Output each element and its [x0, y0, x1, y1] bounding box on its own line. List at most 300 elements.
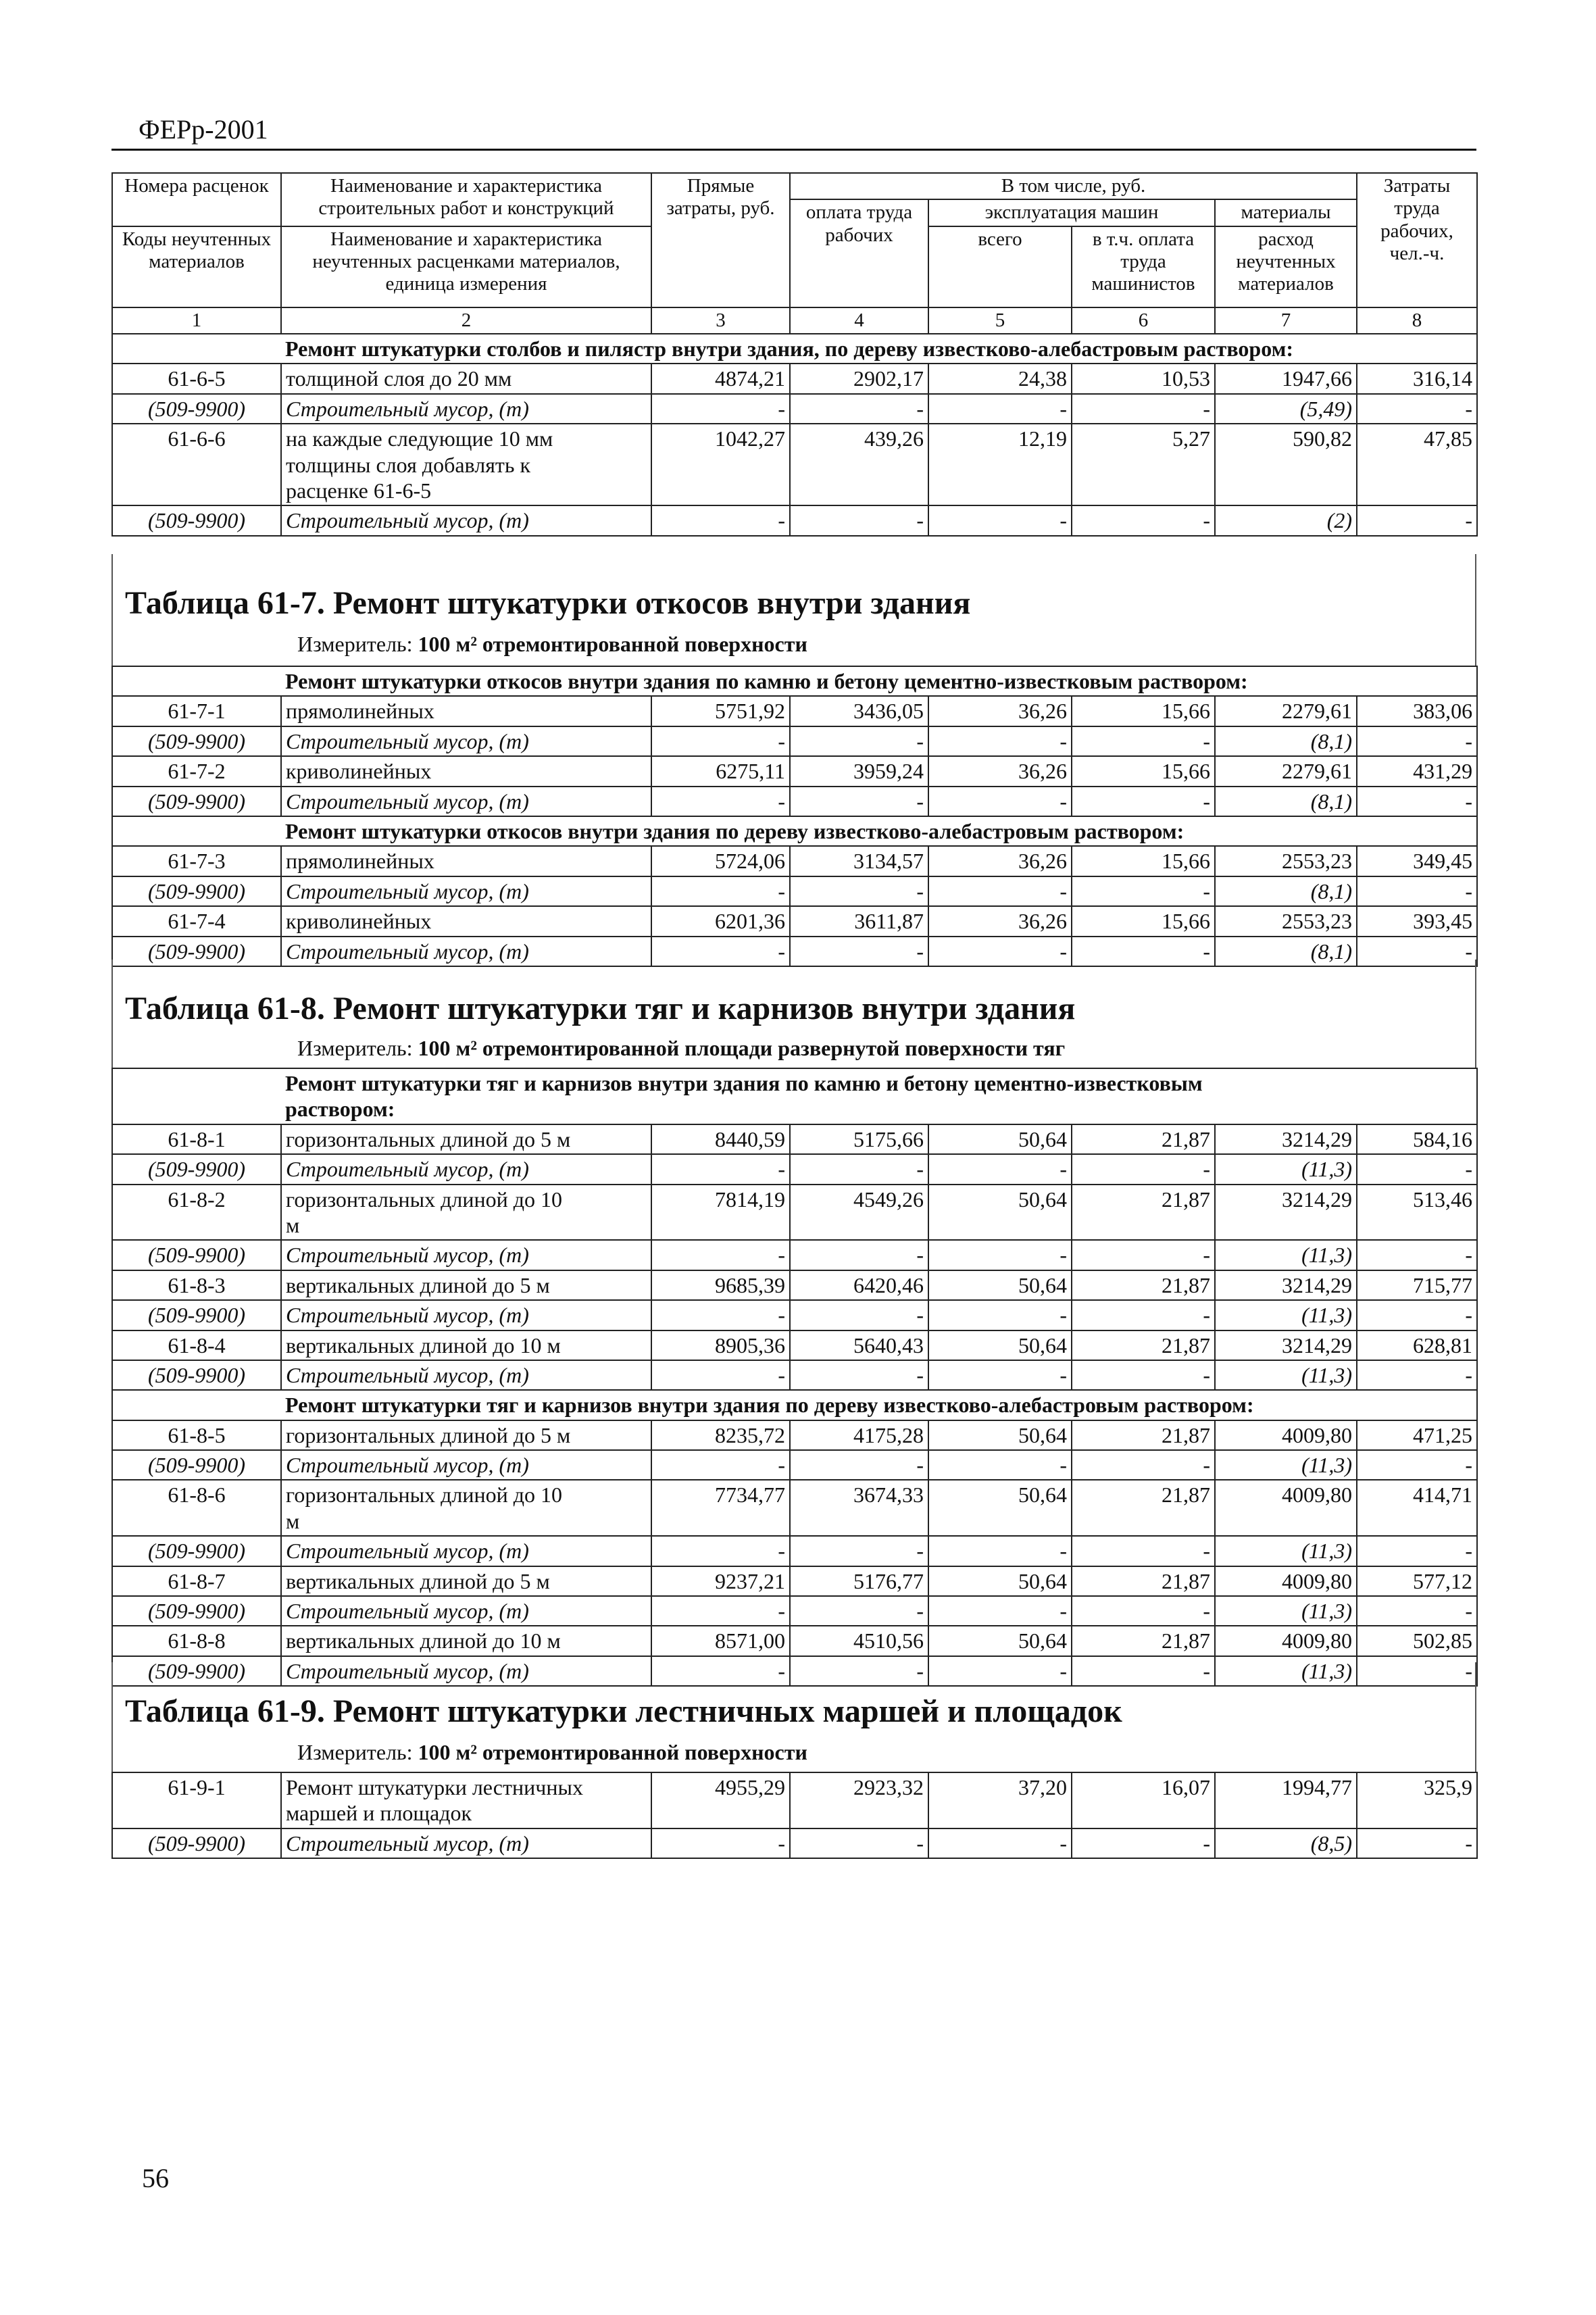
material-code: (509-9900) — [112, 876, 281, 906]
worker-pay: 4549,26 — [790, 1185, 928, 1241]
worker-pay: - — [790, 787, 928, 816]
header-unaccounted-materials: расход неучтенных материалов — [1215, 226, 1357, 307]
worker-pay: 3674,33 — [790, 1480, 928, 1536]
material-code: (509-9900) — [112, 1360, 281, 1390]
machines-total: 50,64 — [928, 1124, 1072, 1154]
frame-line-right — [1475, 1662, 1476, 1772]
section-heading: Ремонт штукатурки откосов внутри здания по дереву известково-алебастровым раствором: — [112, 816, 1477, 846]
machinist-pay: 21,87 — [1072, 1480, 1215, 1536]
frame-line-left — [111, 554, 113, 666]
rate-code: 61-8-1 — [112, 1124, 281, 1154]
frame-line-right — [1475, 554, 1476, 666]
section-heading — [112, 1068, 1477, 1124]
machines-total: - — [928, 1450, 1072, 1480]
measure-unit — [297, 1740, 807, 1765]
header-labor-hours: Затраты труда рабочих, чел.-ч. — [1357, 173, 1477, 307]
header-including-group: В том числе, руб. — [790, 173, 1357, 199]
worker-pay: 2923,32 — [790, 1772, 928, 1828]
material-code: (509-9900) — [112, 1656, 281, 1686]
worker-pay: - — [790, 1656, 928, 1686]
machinist-pay: - — [1072, 1360, 1215, 1390]
worker-pay: - — [790, 1300, 928, 1330]
table-row — [112, 394, 1477, 424]
materials-cost: (8,1) — [1215, 726, 1357, 756]
materials-cost: (11,3) — [1215, 1536, 1357, 1566]
section-heading-line: Ремонт штукатурки тяг и карнизов внутри здания по камню и бетону цементно-известковым — [285, 1071, 1203, 1095]
labor-hours: 628,81 — [1357, 1330, 1477, 1360]
direct-cost: - — [651, 505, 790, 535]
materials-cost: (11,3) — [1215, 1240, 1357, 1270]
work-name: прямолинейных — [281, 846, 651, 876]
table-row — [112, 505, 1477, 535]
material-name: Строительный мусор, (т) — [281, 1828, 651, 1858]
table-row — [112, 364, 1477, 393]
work-name: криволинейных — [281, 756, 651, 786]
material-code: (509-9900) — [112, 1536, 281, 1566]
direct-cost: 1042,27 — [651, 424, 790, 505]
rates-table-61-8 — [111, 1068, 1478, 1687]
machinist-pay: 15,66 — [1072, 906, 1215, 936]
labor-hours: - — [1357, 726, 1477, 756]
rate-code: 61-8-5 — [112, 1420, 281, 1450]
direct-cost: - — [651, 876, 790, 906]
measure-value: 100 м² отремонтированной площади развернутой поверхности тяг — [418, 1036, 1066, 1060]
direct-cost: - — [651, 1300, 790, 1330]
material-name: Строительный мусор, (т) — [281, 1450, 651, 1480]
machinist-pay: - — [1072, 1300, 1215, 1330]
col-num: 8 — [1357, 307, 1477, 334]
machines-total: 36,26 — [928, 696, 1072, 726]
materials-cost: (5,49) — [1215, 394, 1357, 424]
work-name-line: м — [286, 1212, 300, 1237]
machinist-pay: - — [1072, 937, 1215, 966]
table-row — [112, 1772, 1477, 1828]
worker-pay: - — [790, 505, 928, 535]
col-num: 5 — [928, 307, 1072, 334]
labor-hours: 715,77 — [1357, 1270, 1477, 1300]
header-direct-costs: Прямые затраты, руб. — [651, 173, 790, 307]
labor-hours: 414,71 — [1357, 1480, 1477, 1536]
material-code: (509-9900) — [112, 1154, 281, 1184]
worker-pay: - — [790, 1154, 928, 1184]
machines-total: - — [928, 1828, 1072, 1858]
direct-cost: 6275,11 — [651, 756, 790, 786]
machinist-pay: 21,87 — [1072, 1420, 1215, 1450]
material-name: Строительный мусор, (т) — [281, 1656, 651, 1686]
machinist-pay: 15,66 — [1072, 696, 1215, 726]
worker-pay: - — [790, 1450, 928, 1480]
material-code: (509-9900) — [112, 1828, 281, 1858]
labor-hours: - — [1357, 1596, 1477, 1626]
table-row — [112, 937, 1477, 966]
material-code: (509-9900) — [112, 1450, 281, 1480]
machines-total: - — [928, 394, 1072, 424]
materials-cost: (11,3) — [1215, 1450, 1357, 1480]
machinist-pay: - — [1072, 876, 1215, 906]
header-worker-pay: оплата труда рабочих — [790, 199, 928, 307]
direct-cost: 8905,36 — [651, 1330, 790, 1360]
work-name-line: расценке 61-6-5 — [286, 478, 432, 503]
labor-hours: 325,9 — [1357, 1772, 1477, 1828]
worker-pay: 6420,46 — [790, 1270, 928, 1300]
material-name: Строительный мусор, (т) — [281, 937, 651, 966]
worker-pay: 5640,43 — [790, 1330, 928, 1360]
table-row — [112, 1536, 1477, 1566]
worker-pay: 5176,77 — [790, 1566, 928, 1596]
machines-total: - — [928, 726, 1072, 756]
table-caption: Таблица 61-7. Ремонт штукатурки откосов внутри здания — [125, 585, 971, 621]
materials-cost: (8,1) — [1215, 937, 1357, 966]
materials-cost: 590,82 — [1215, 424, 1357, 505]
measure-label: Измеритель: — [297, 1036, 413, 1060]
labor-hours: 513,46 — [1357, 1185, 1477, 1241]
header-work-name: Наименование и характеристика строительных работ и конструкций — [281, 173, 651, 226]
col-num: 3 — [651, 307, 790, 334]
direct-cost: - — [651, 1828, 790, 1858]
work-name-line: горизонтальных длиной до 10 — [286, 1187, 562, 1212]
materials-cost: 1994,77 — [1215, 1772, 1357, 1828]
table-row — [112, 726, 1477, 756]
direct-cost: 7734,77 — [651, 1480, 790, 1536]
labor-hours: 431,29 — [1357, 756, 1477, 786]
materials-cost: (8,1) — [1215, 787, 1357, 816]
section-heading: Ремонт штукатурки тяг и карнизов внутри здания по дереву известково-алебастровым раствором: — [112, 1390, 1477, 1420]
material-code: (509-9900) — [112, 505, 281, 535]
document-header-title: ФЕРр-2001 — [139, 114, 268, 145]
labor-hours: 349,45 — [1357, 846, 1477, 876]
worker-pay: 3134,57 — [790, 846, 928, 876]
material-name: Строительный мусор, (т) — [281, 1536, 651, 1566]
worker-pay: 3959,24 — [790, 756, 928, 786]
machines-total: 50,64 — [928, 1626, 1072, 1656]
materials-cost: 3214,29 — [1215, 1124, 1357, 1154]
rate-code: 61-8-7 — [112, 1566, 281, 1596]
header-material-name: Наименование и характеристика неучтенных расценками материалов, единица измерения — [281, 226, 651, 307]
material-name: Строительный мусор, (т) — [281, 1300, 651, 1330]
work-name: вертикальных длиной до 10 м — [281, 1626, 651, 1656]
materials-cost: (11,3) — [1215, 1596, 1357, 1626]
col-num: 4 — [790, 307, 928, 334]
table-row — [112, 1270, 1477, 1300]
machines-total: 36,26 — [928, 906, 1072, 936]
machinist-pay: - — [1072, 1828, 1215, 1858]
table-row — [112, 1480, 1477, 1536]
machinist-pay: 21,87 — [1072, 1566, 1215, 1596]
materials-cost: (11,3) — [1215, 1154, 1357, 1184]
rate-code: 61-8-6 — [112, 1480, 281, 1536]
materials-cost: (8,1) — [1215, 876, 1357, 906]
labor-hours: - — [1357, 1450, 1477, 1480]
material-name: Строительный мусор, (т) — [281, 1240, 651, 1270]
materials-cost: (11,3) — [1215, 1656, 1357, 1686]
machines-total: - — [928, 1360, 1072, 1390]
direct-cost: 5724,06 — [651, 846, 790, 876]
table-caption: Таблица 61-9. Ремонт штукатурки лестничных маршей и площадок — [125, 1693, 1122, 1729]
material-name: Строительный мусор, (т) — [281, 876, 651, 906]
rate-code: 61-9-1 — [112, 1772, 281, 1828]
work-name-line: горизонтальных длиной до 10 — [286, 1483, 562, 1508]
table-row — [112, 1828, 1477, 1858]
materials-cost: 1947,66 — [1215, 364, 1357, 393]
work-name: горизонтальных длиной до 5 м — [281, 1124, 651, 1154]
labor-hours: 577,12 — [1357, 1566, 1477, 1596]
labor-hours: - — [1357, 787, 1477, 816]
labor-hours: - — [1357, 937, 1477, 966]
worker-pay: 3611,87 — [790, 906, 928, 936]
table-row — [112, 1450, 1477, 1480]
table-caption: Таблица 61-8. Ремонт штукатурки тяг и карнизов внутри здания — [125, 991, 1076, 1026]
direct-cost: - — [651, 1596, 790, 1626]
work-name: прямолинейных — [281, 696, 651, 726]
worker-pay: 4175,28 — [790, 1420, 928, 1450]
worker-pay: - — [790, 394, 928, 424]
direct-cost: 8440,59 — [651, 1124, 790, 1154]
table-row — [112, 1656, 1477, 1686]
materials-cost: 4009,80 — [1215, 1566, 1357, 1596]
header-materials: материалы — [1215, 199, 1357, 226]
machines-total: - — [928, 876, 1072, 906]
table-row — [112, 1420, 1477, 1450]
table-row — [112, 1154, 1477, 1184]
machines-total: 24,38 — [928, 364, 1072, 393]
machines-total: - — [928, 1536, 1072, 1566]
labor-hours: 393,45 — [1357, 906, 1477, 936]
material-name: Строительный мусор, (т) — [281, 1360, 651, 1390]
worker-pay: 5175,66 — [790, 1124, 928, 1154]
materials-cost: 2553,23 — [1215, 846, 1357, 876]
machines-total: - — [928, 1154, 1072, 1184]
section-heading: Ремонт штукатурки столбов и пилястр внутри здания, по дереву известково-алебастровым раствором: — [112, 334, 1477, 364]
machinist-pay: 10,53 — [1072, 364, 1215, 393]
labor-hours: - — [1357, 394, 1477, 424]
machines-total: 50,64 — [928, 1270, 1072, 1300]
work-name-line: маршей и площадок — [286, 1801, 472, 1826]
materials-cost: (2) — [1215, 505, 1357, 535]
materials-cost: 3214,29 — [1215, 1185, 1357, 1241]
material-code: (509-9900) — [112, 937, 281, 966]
header-unaccounted-codes: Коды неучтенных материалов — [112, 226, 281, 307]
work-name — [281, 424, 651, 505]
work-name-line: Ремонт штукатурки лестничных — [286, 1775, 583, 1799]
materials-cost: 3214,29 — [1215, 1330, 1357, 1360]
labor-hours: 471,25 — [1357, 1420, 1477, 1450]
work-name: толщиной слоя до 20 мм — [281, 364, 651, 393]
rate-code: 61-7-1 — [112, 696, 281, 726]
work-name-line: м — [286, 1508, 300, 1533]
machinist-pay: 15,66 — [1072, 846, 1215, 876]
machinist-pay: 21,87 — [1072, 1270, 1215, 1300]
machines-total: - — [928, 1596, 1072, 1626]
direct-cost: - — [651, 1536, 790, 1566]
machines-total: 50,64 — [928, 1330, 1072, 1360]
worker-pay: - — [790, 937, 928, 966]
labor-hours: - — [1357, 1536, 1477, 1566]
measure-unit — [297, 1036, 1065, 1061]
material-code: (509-9900) — [112, 1300, 281, 1330]
table-row — [112, 1300, 1477, 1330]
col-num: 6 — [1072, 307, 1215, 334]
machinist-pay: - — [1072, 505, 1215, 535]
machines-total: 50,64 — [928, 1420, 1072, 1450]
worker-pay: 2902,17 — [790, 364, 928, 393]
machines-total: - — [928, 1240, 1072, 1270]
labor-hours: - — [1357, 1360, 1477, 1390]
direct-cost: - — [651, 394, 790, 424]
machines-total: - — [928, 1656, 1072, 1686]
machines-total: 50,64 — [928, 1185, 1072, 1241]
measure-unit — [297, 632, 807, 657]
work-name — [281, 1480, 651, 1536]
worker-pay: - — [790, 1596, 928, 1626]
machinist-pay: - — [1072, 1240, 1215, 1270]
machines-total: 12,19 — [928, 424, 1072, 505]
table-row — [112, 906, 1477, 936]
direct-cost: 8235,72 — [651, 1420, 790, 1450]
worker-pay: 4510,56 — [790, 1626, 928, 1656]
labor-hours: - — [1357, 1828, 1477, 1858]
labor-hours: - — [1357, 1240, 1477, 1270]
header-machines-total: всего — [928, 226, 1072, 307]
material-code: (509-9900) — [112, 787, 281, 816]
worker-pay: 3436,05 — [790, 696, 928, 726]
work-name — [281, 1772, 651, 1828]
header-machinist-pay: в т.ч. оплата труда машинистов — [1072, 226, 1215, 307]
direct-cost: 9685,39 — [651, 1270, 790, 1300]
table-row — [112, 696, 1477, 726]
table-row — [112, 1185, 1477, 1241]
material-name: Строительный мусор, (т) — [281, 787, 651, 816]
worker-pay: - — [790, 1536, 928, 1566]
rate-code: 61-6-6 — [112, 424, 281, 505]
material-code: (509-9900) — [112, 726, 281, 756]
measure-value: 100 м² отремонтированной поверхности — [418, 1740, 807, 1764]
frame-line-right — [1475, 960, 1476, 1068]
rate-code: 61-7-4 — [112, 906, 281, 936]
table-row — [112, 1360, 1477, 1390]
materials-cost: (11,3) — [1215, 1360, 1357, 1390]
table-row — [112, 1330, 1477, 1360]
measure-label: Измеритель: — [297, 1740, 413, 1764]
materials-cost: 4009,80 — [1215, 1480, 1357, 1536]
table-row — [112, 846, 1477, 876]
machines-total: 37,20 — [928, 1772, 1072, 1828]
machines-total: - — [928, 937, 1072, 966]
machines-total: - — [928, 505, 1072, 535]
rate-code: 61-7-2 — [112, 756, 281, 786]
direct-cost: 4874,21 — [651, 364, 790, 393]
table-row — [112, 1240, 1477, 1270]
rate-code: 61-8-8 — [112, 1626, 281, 1656]
worker-pay: - — [790, 726, 928, 756]
material-name: Строительный мусор, (т) — [281, 1154, 651, 1184]
col-num: 7 — [1215, 307, 1357, 334]
header-rate-numbers: Номера расценок — [112, 173, 281, 226]
labor-hours: - — [1357, 1656, 1477, 1686]
labor-hours: 47,85 — [1357, 424, 1477, 505]
material-name: Строительный мусор, (т) — [281, 394, 651, 424]
rates-table-61-7 — [111, 666, 1478, 967]
materials-cost: 4009,80 — [1215, 1626, 1357, 1656]
rate-code: 61-7-3 — [112, 846, 281, 876]
direct-cost: - — [651, 1450, 790, 1480]
work-name: вертикальных длиной до 10 м — [281, 1330, 651, 1360]
materials-cost: (11,3) — [1215, 1300, 1357, 1330]
material-code: (509-9900) — [112, 1596, 281, 1626]
table-row — [112, 1124, 1477, 1154]
machinist-pay: 21,87 — [1072, 1330, 1215, 1360]
section-heading: Ремонт штукатурки откосов внутри здания по камню и бетону цементно-известковым раствором: — [112, 666, 1477, 696]
frame-line-left — [111, 960, 113, 1068]
materials-cost: 3214,29 — [1215, 1270, 1357, 1300]
machines-total: 50,64 — [928, 1480, 1072, 1536]
rates-table-61-6 — [111, 172, 1478, 537]
material-name: Строительный мусор, (т) — [281, 726, 651, 756]
work-name-line: толщины слоя добавлять к — [286, 452, 531, 477]
table-row — [112, 424, 1477, 505]
work-name — [281, 1185, 651, 1241]
table-row — [112, 1596, 1477, 1626]
table-row — [112, 876, 1477, 906]
materials-cost: 2279,61 — [1215, 756, 1357, 786]
direct-cost: 7814,19 — [651, 1185, 790, 1241]
machinist-pay: 15,66 — [1072, 756, 1215, 786]
table-row — [112, 787, 1477, 816]
materials-cost: (8,5) — [1215, 1828, 1357, 1858]
machines-total: - — [928, 787, 1072, 816]
table-row — [112, 1566, 1477, 1596]
worker-pay: - — [790, 1828, 928, 1858]
work-name: вертикальных длиной до 5 м — [281, 1270, 651, 1300]
machines-total: 36,26 — [928, 756, 1072, 786]
measure-label: Измеритель: — [297, 632, 413, 656]
material-name: Строительный мусор, (т) — [281, 505, 651, 535]
machines-total: 36,26 — [928, 846, 1072, 876]
col-num: 2 — [281, 307, 651, 334]
machinist-pay: 21,87 — [1072, 1626, 1215, 1656]
machines-total: - — [928, 1300, 1072, 1330]
labor-hours: 502,85 — [1357, 1626, 1477, 1656]
machinist-pay: - — [1072, 726, 1215, 756]
direct-cost: 9237,21 — [651, 1566, 790, 1596]
material-name: Строительный мусор, (т) — [281, 1596, 651, 1626]
machinist-pay: - — [1072, 1154, 1215, 1184]
machinist-pay: 21,87 — [1072, 1124, 1215, 1154]
header-machine-operation: эксплуатация машин — [928, 199, 1215, 226]
machinist-pay: 21,87 — [1072, 1185, 1215, 1241]
col-num: 1 — [112, 307, 281, 334]
rate-code: 61-8-3 — [112, 1270, 281, 1300]
materials-cost: 2553,23 — [1215, 906, 1357, 936]
direct-cost: - — [651, 726, 790, 756]
machinist-pay: - — [1072, 1656, 1215, 1686]
direct-cost: 4955,29 — [651, 1772, 790, 1828]
rate-code: 61-8-2 — [112, 1185, 281, 1241]
labor-hours: 383,06 — [1357, 696, 1477, 726]
page-number: 56 — [142, 2163, 169, 2193]
machinist-pay: - — [1072, 787, 1215, 816]
rate-code: 61-6-5 — [112, 364, 281, 393]
work-name-line: на каждые следующие 10 мм — [286, 426, 553, 451]
direct-cost: - — [651, 937, 790, 966]
machines-total: 50,64 — [928, 1566, 1072, 1596]
machinist-pay: - — [1072, 1536, 1215, 1566]
direct-cost: 5751,92 — [651, 696, 790, 726]
material-code: (509-9900) — [112, 1240, 281, 1270]
labor-hours: - — [1357, 1154, 1477, 1184]
machinist-pay: - — [1072, 394, 1215, 424]
work-name: криволинейных — [281, 906, 651, 936]
machinist-pay: 5,27 — [1072, 424, 1215, 505]
